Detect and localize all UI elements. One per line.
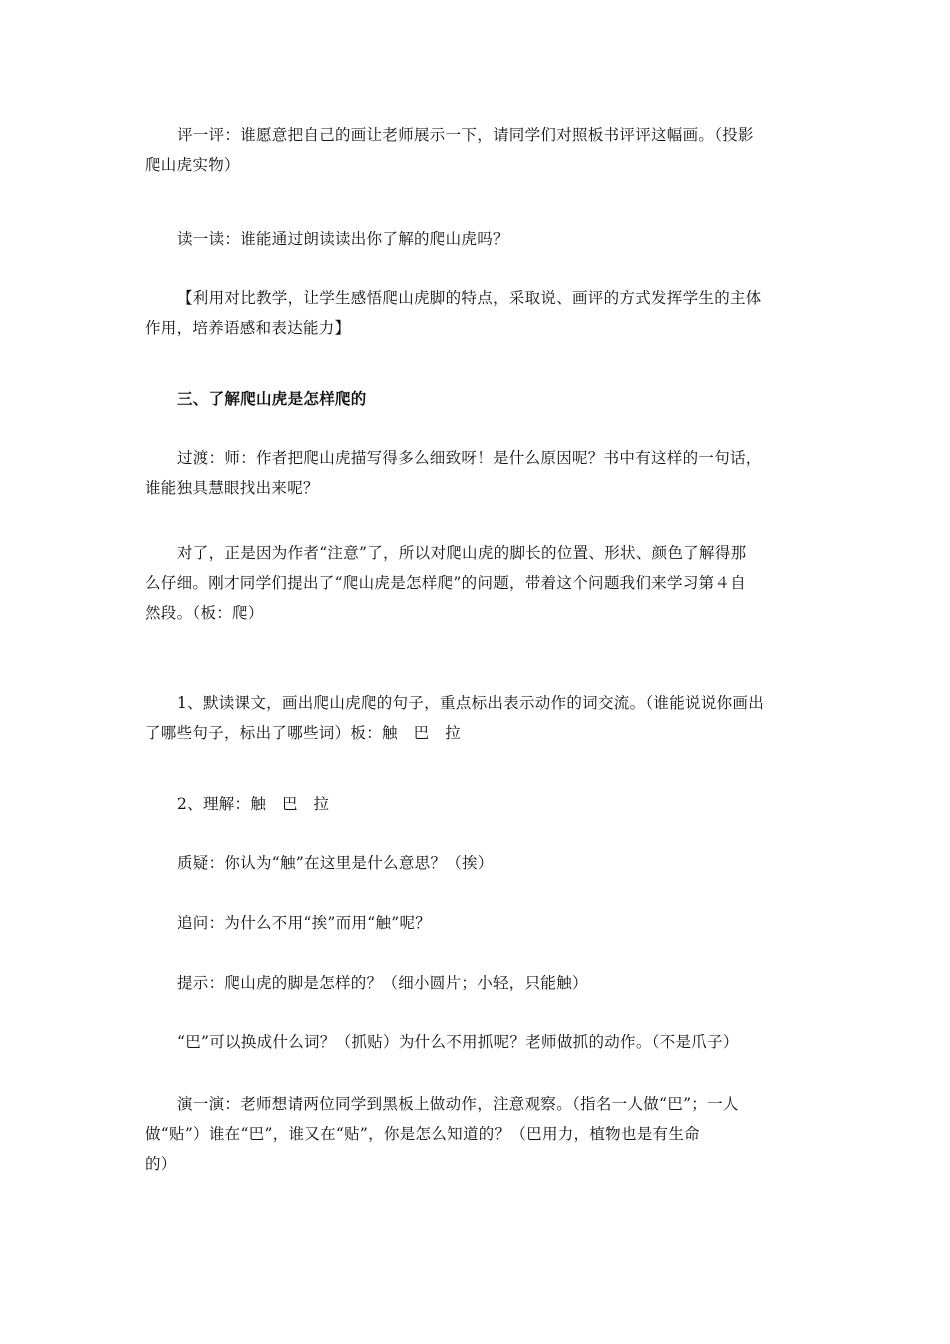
paragraph-line: 提示：爬山虎的脚是怎样的？（细小圆片；小轻，只能触） [177, 974, 588, 992]
heading-text: 三、了解爬山虎是怎样爬的 [177, 389, 367, 408]
paragraph-transition [145, 443, 825, 503]
paragraph-step-2 [145, 789, 825, 819]
paragraph-line: 质疑：你认为“触”在这里是什么意思？（挨） [177, 854, 494, 872]
section-heading [145, 384, 825, 414]
paragraph-act-out [145, 1089, 825, 1179]
paragraph-line: 作用，培养语感和表达能力】 [145, 319, 351, 337]
paragraph-read-aloud [145, 224, 825, 254]
paragraph-line: 2、理解：触 巴 拉 [177, 795, 330, 813]
paragraph-line: “巴”可以换成什么词？（抓贴）为什么不用抓呢？老师做抓的动作。（不是爪子） [177, 1033, 739, 1051]
paragraph-line: 爬山虎实物） [145, 156, 240, 174]
paragraph-line: 谁能独具慧眼找出来呢？ [145, 479, 319, 497]
paragraph-line: 1、默读课文，画出爬山虎爬的句子，重点标出表示动作的词交流。（谁能说说你画出 [177, 694, 765, 712]
paragraph-line: 演一演：老师想请两位同学到黑板上做动作，注意观察。（指名一人做“巴”；一人 [177, 1095, 739, 1113]
paragraph-question [145, 848, 825, 878]
paragraph-evaluate [145, 120, 825, 180]
paragraph-line: 了哪些句子，标出了哪些词）板：触 巴 拉 [145, 724, 462, 742]
paragraph-line: 然段。（板：爬） [145, 604, 264, 622]
paragraph-line: 对了，正是因为作者“注意”了，所以对爬山虎的脚长的位置、形状、颜色了解得那 [177, 544, 747, 562]
paragraph-line: 评一评：谁愿意把自己的画让老师展示一下，请同学们对照板书评评这幅画。（投影 [177, 126, 754, 144]
paragraph-line: 读一读：谁能通过朗读读出你了解的爬山虎吗？ [177, 230, 509, 248]
paragraph-line: 【利用对比教学，让学生感悟爬山虎脚的特点，采取说、画评的方式发挥学生的主体 [177, 289, 762, 307]
paragraph-attention [145, 538, 825, 628]
paragraph-line: 追问：为什么不用“挨”而用“触”呢？ [177, 914, 432, 932]
paragraph-line: 过渡：师：作者把爬山虎描写得多么细致呀！是什么原因呢？书中有这样的一句话， [177, 449, 762, 467]
paragraph-line: 做“贴”）谁在“巴”，谁又在“贴”，你是怎么知道的？（巴用力，植物也是有生命 [145, 1125, 700, 1143]
paragraph-line: 的） [145, 1155, 177, 1173]
paragraph-step-1 [145, 688, 825, 748]
paragraph-line: 么仔细。刚才同学们提出了“爬山虎是怎样爬”的问题，带着这个问题我们来学习第４自 [145, 574, 747, 592]
paragraph-teaching-note [145, 283, 825, 343]
paragraph-ba [145, 1027, 825, 1057]
paragraph-hint [145, 968, 825, 998]
paragraph-follow-up [145, 908, 825, 938]
